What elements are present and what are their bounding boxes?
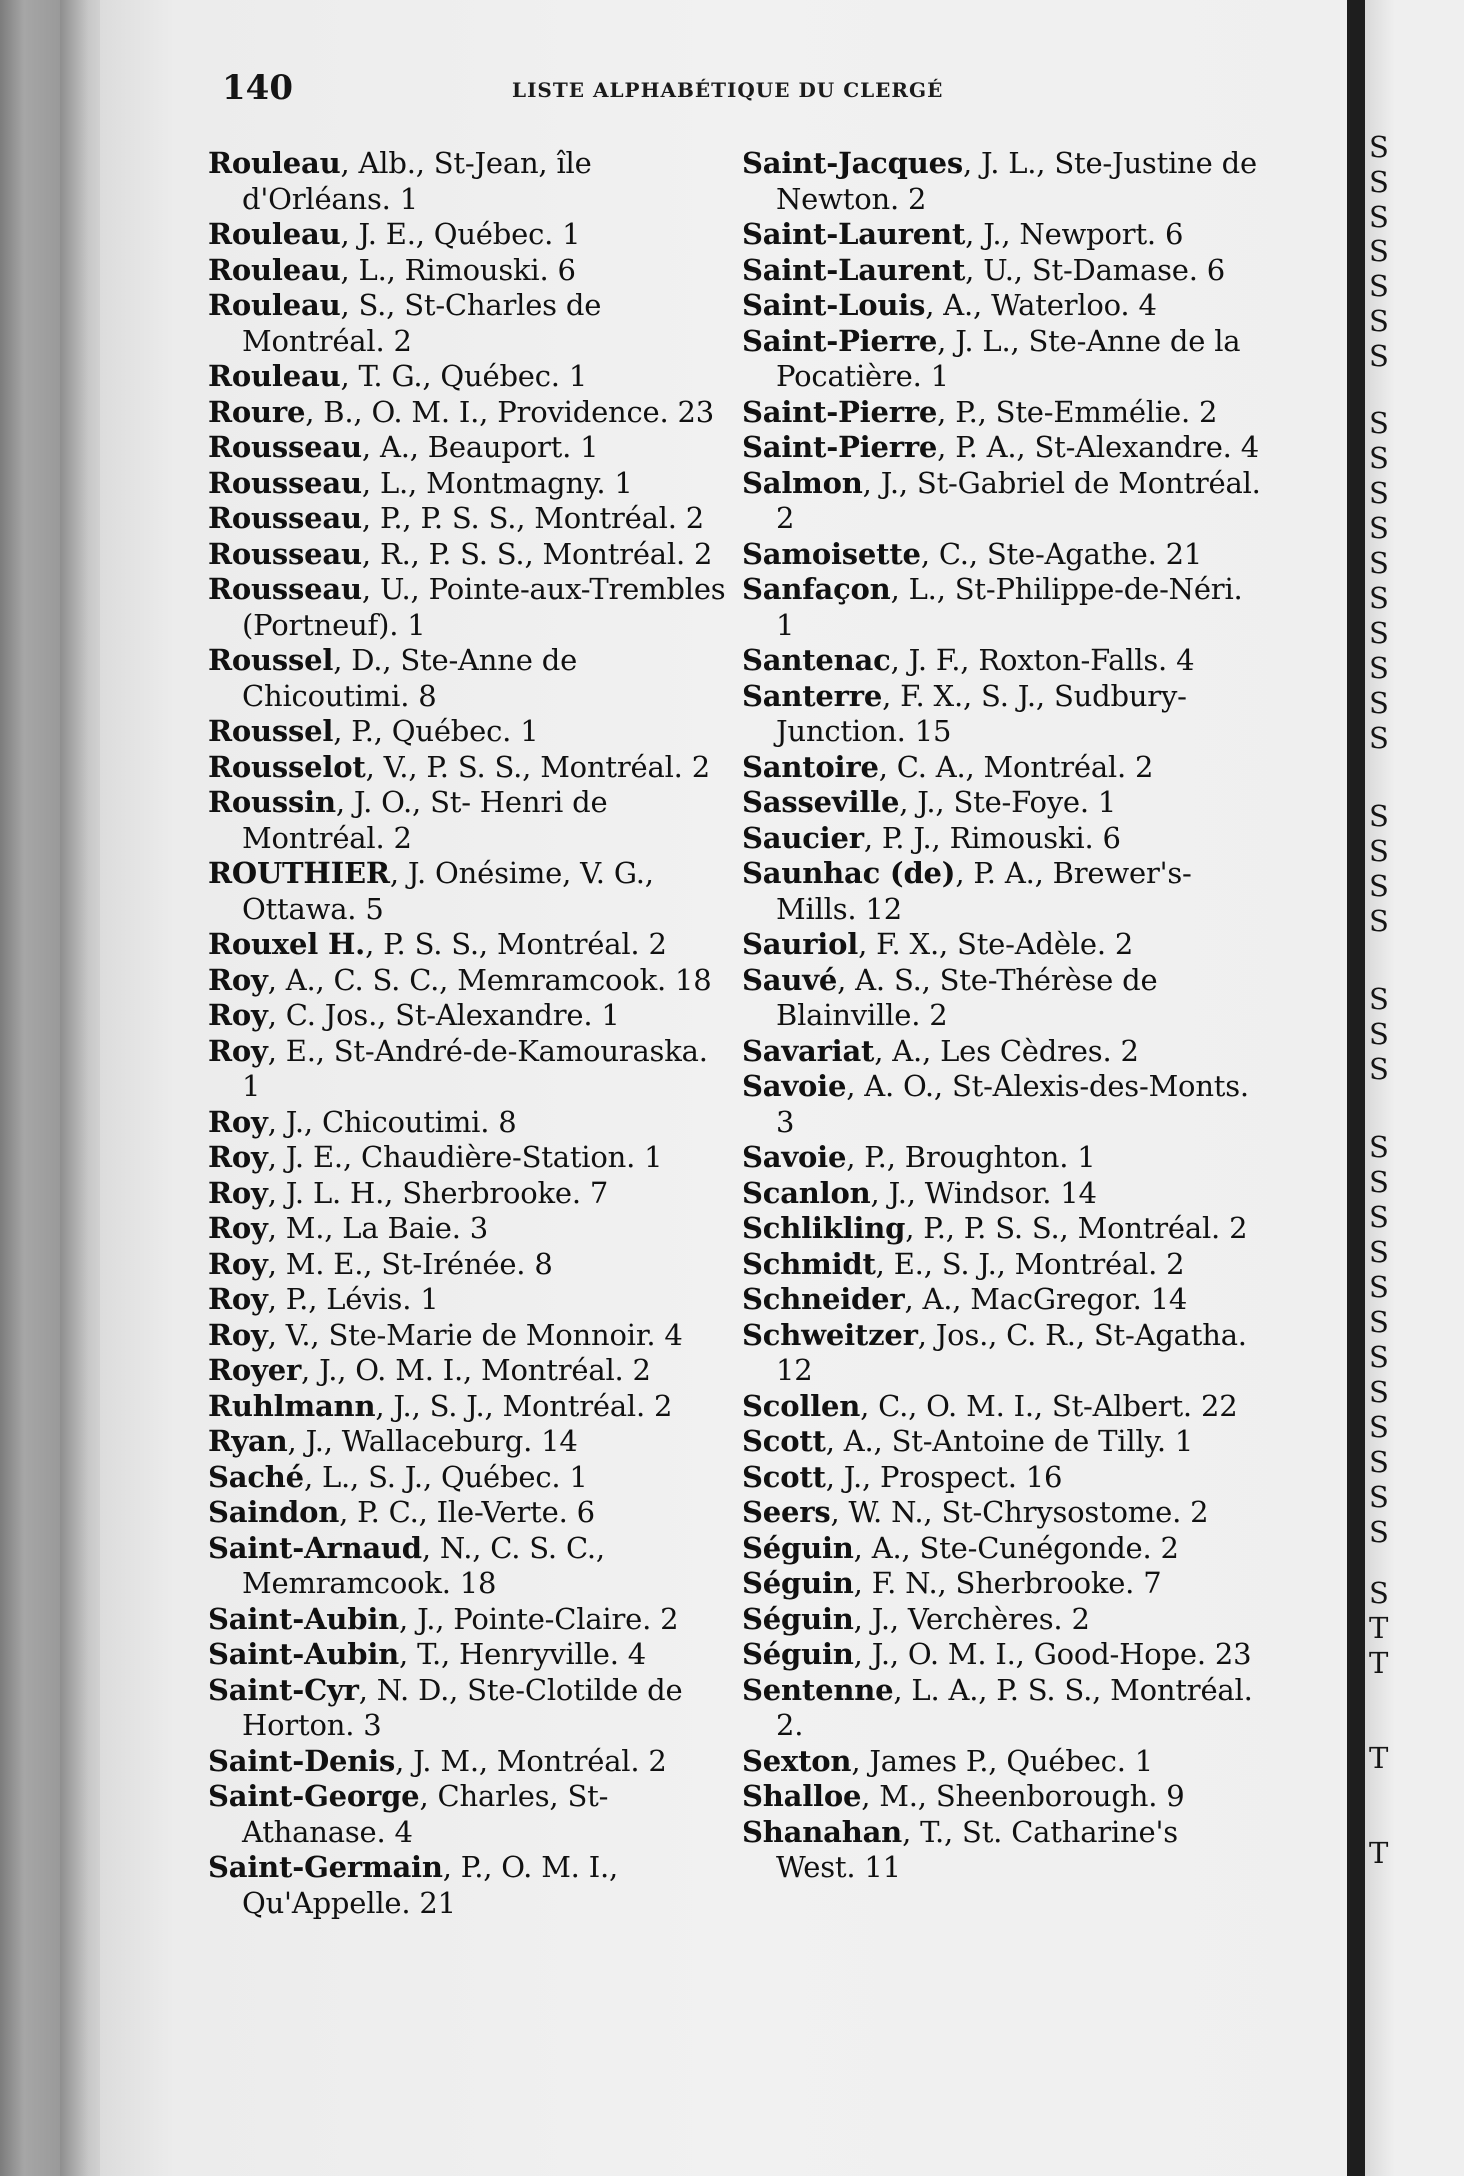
directory-entry: Saint-Aubin, T., Henryville. 4 bbox=[208, 1637, 647, 1671]
directory-entry: Schweitzer, Jos., C. R., St-Agatha. 12 bbox=[742, 1317, 1247, 1387]
directory-entry: Royer, J., O. M. I., Montréal. 2 bbox=[208, 1353, 651, 1387]
directory-entry: Rousseau, L., Montmagny. 1 bbox=[208, 465, 633, 500]
directory-entry: Roure, B., O. M. I., Providence. 23 bbox=[208, 394, 715, 429]
adjacent-page-letter: S bbox=[1369, 476, 1389, 510]
directory-entry: Roussel, P., Québec. 1 bbox=[208, 714, 539, 748]
directory-entry: Schlikling, P., P. S. S., Montréal. 2 bbox=[742, 1211, 1248, 1245]
adjacent-page-letter: S bbox=[1369, 721, 1389, 755]
directory-entry: Savoie, P., Broughton. 1 bbox=[742, 1140, 1096, 1174]
directory-entry: Saint-Arnaud, N., C. S. C., Memramcook. 18 bbox=[208, 1530, 605, 1600]
directory-entry: Roy, M., La Baie. 3 bbox=[208, 1211, 488, 1245]
directory-entry: Rousseau, P., P. S. S., Montréal. 2 bbox=[208, 501, 705, 535]
running-title: LISTE ALPHABÉTIQUE DU CLERGÉ bbox=[512, 78, 944, 102]
adjacent-page-letter: S bbox=[1369, 1270, 1389, 1304]
directory-entry: Saint-Laurent, J., Newport. 6 bbox=[742, 217, 1184, 251]
adjacent-page-letter: S bbox=[1369, 304, 1389, 338]
adjacent-page-letter: S bbox=[1369, 441, 1389, 475]
directory-entry: Saindon, P. C., Ile-Verte. 6 bbox=[208, 1495, 595, 1529]
adjacent-page-letter: S bbox=[1369, 1017, 1389, 1051]
directory-entry: Roy, P., Lévis. 1 bbox=[208, 1282, 439, 1316]
directory-entry: Saint-George, Charles, St-Athanase. 4 bbox=[208, 1779, 609, 1849]
directory-entry: Samoisette, C., Ste-Agathe. 21 bbox=[742, 536, 1203, 571]
directory-entry: Saucier, P. J., Rimouski. 6 bbox=[742, 820, 1121, 855]
adjacent-page-letter: S bbox=[1369, 1052, 1389, 1086]
directory-entry: Saint-Germain, P., O. M. I., Qu'Appelle. 21 bbox=[208, 1850, 619, 1920]
adjacent-page-letter: S bbox=[1369, 1480, 1389, 1514]
adjacent-page-letter: S bbox=[1369, 869, 1389, 903]
directory-entry: Ryan, J., Wallaceburg. 14 bbox=[208, 1424, 578, 1458]
directory-entry: Saint-Pierre, P. A., St-Alexandre. 4 bbox=[742, 430, 1259, 464]
directory-entry: Saint-Aubin, J., Pointe-Claire. 2 bbox=[208, 1601, 679, 1636]
directory-entry: Shanahan, T., St. Catharine's West. 11 bbox=[742, 1814, 1178, 1884]
directory-entry: Roy, A., C. S. C., Memramcook. 18 bbox=[208, 962, 712, 997]
directory-entry: Sanfaçon, L., St-Philippe-de-Néri. 1 bbox=[742, 572, 1243, 642]
directory-entry: Saint-Jacques, J. L., Ste-Justine de Newton. 2 bbox=[742, 146, 1257, 216]
directory-entry: Scollen, C., O. M. I., St-Albert. 22 bbox=[742, 1388, 1238, 1423]
directory-entry: Rouleau, T. G., Québec. 1 bbox=[208, 359, 588, 393]
directory-entry: Roussel, D., Ste-Anne de Chicoutimi. 8 bbox=[208, 643, 578, 713]
directory-entry: Rouleau, L., Rimouski. 6 bbox=[208, 252, 576, 287]
directory-entry: Scott, J., Prospect. 16 bbox=[742, 1459, 1063, 1494]
directory-entry: Santoire, C. A., Montréal. 2 bbox=[742, 749, 1154, 784]
directory-entry: Roy, E., St-André-de-Kamouraska. 1 bbox=[208, 1033, 708, 1103]
directory-entry: Santenac, J. F., Roxton-Falls. 4 bbox=[742, 643, 1195, 677]
directory-entry: Roy, J. L. H., Sherbrooke. 7 bbox=[208, 1175, 609, 1210]
adjacent-page bbox=[1365, 0, 1464, 2176]
directory-entry: Shalloe, M., Sheenborough. 9 bbox=[742, 1779, 1185, 1813]
directory-entry: Saint-Louis, A., Waterloo. 4 bbox=[742, 288, 1157, 322]
directory-entry: Ruhlmann, J., S. J., Montréal. 2 bbox=[208, 1388, 673, 1423]
adjacent-page-letter: T bbox=[1369, 1646, 1389, 1680]
adjacent-page-letter: S bbox=[1369, 406, 1389, 440]
directory-entry: Roy, M. E., St-Irénée. 8 bbox=[208, 1246, 553, 1281]
adjacent-page-letter: S bbox=[1369, 651, 1389, 685]
adjacent-page-letter: S bbox=[1369, 686, 1389, 720]
adjacent-page-letter: S bbox=[1369, 799, 1389, 833]
book-edge bbox=[0, 0, 60, 2176]
adjacent-page-letter: T bbox=[1369, 1741, 1389, 1775]
directory-entry: Roussin, J. O., St- Henri de Montréal. 2 bbox=[208, 785, 608, 855]
page-gutter bbox=[1347, 0, 1365, 2176]
directory-entry: Séguin, F. N., Sherbrooke. 7 bbox=[742, 1566, 1162, 1600]
directory-entry: Saint-Pierre, P., Ste-Emmélie. 2 bbox=[742, 394, 1218, 429]
adjacent-page-letter: S bbox=[1369, 130, 1389, 164]
directory-entry: Rouleau, J. E., Québec. 1 bbox=[208, 217, 581, 251]
directory-entry: Sauvé, A. S., Ste-Thérèse de Blainville. 2 bbox=[742, 962, 1158, 1032]
page-number: 140 bbox=[222, 68, 293, 108]
adjacent-page-letter: S bbox=[1369, 200, 1389, 234]
adjacent-page-letter: T bbox=[1369, 1836, 1389, 1870]
directory-entry: Schmidt, E., S. J., Montréal. 2 bbox=[742, 1246, 1185, 1281]
directory-entry: Rousselot, V., P. S. S., Montréal. 2 bbox=[208, 749, 710, 784]
page-header bbox=[0, 68, 1464, 112]
adjacent-page-letter: S bbox=[1369, 339, 1389, 373]
adjacent-page-letter: S bbox=[1369, 581, 1389, 615]
directory-entry: Saint-Pierre, J. L., Ste-Anne de la Pocatière. 1 bbox=[742, 323, 1241, 393]
directory-entry: Séguin, J., Verchères. 2 bbox=[742, 1601, 1090, 1636]
directory-entry: Savariat, A., Les Cèdres. 2 bbox=[742, 1033, 1139, 1068]
directory-entry: Séguin, J., O. M. I., Good-Hope. 23 bbox=[742, 1637, 1252, 1671]
directory-entry: Sentenne, L. A., P. S. S., Montréal. 2. bbox=[742, 1672, 1253, 1742]
adjacent-page-letter: S bbox=[1369, 982, 1389, 1016]
adjacent-page-letter: T bbox=[1369, 1611, 1389, 1645]
directory-entry: Saunhac (de), P. A., Brewer's-Mills. 12 bbox=[742, 856, 1192, 926]
directory-entry: Séguin, A., Ste-Cunégonde. 2 bbox=[742, 1530, 1179, 1565]
directory-entry: Santerre, F. X., S. J., Sudbury-Junction. 15 bbox=[742, 678, 1187, 748]
left-column bbox=[208, 146, 728, 1921]
directory-entry: Sexton, James P., Québec. 1 bbox=[742, 1743, 1153, 1778]
adjacent-page-letter: S bbox=[1369, 269, 1389, 303]
directory-entry: Sauriol, F. X., Ste-Adèle. 2 bbox=[742, 927, 1134, 961]
adjacent-page-letter: S bbox=[1369, 234, 1389, 268]
directory-entry: ROUTHIER, J. Onésime, V. G., Ottawa. 5 bbox=[208, 856, 654, 926]
directory-entry: Scanlon, J., Windsor. 14 bbox=[742, 1175, 1097, 1210]
adjacent-page-letter: S bbox=[1369, 1235, 1389, 1269]
adjacent-page-letter: S bbox=[1369, 1340, 1389, 1374]
adjacent-page-letter: S bbox=[1369, 904, 1389, 938]
directory-entry: Saint-Denis, J. M., Montréal. 2 bbox=[208, 1743, 667, 1778]
adjacent-page-letter: S bbox=[1369, 1305, 1389, 1339]
directory-entry: Schneider, A., MacGregor. 14 bbox=[742, 1282, 1188, 1316]
directory-entry: Saint-Cyr, N. D., Ste-Clotilde de Horton. 3 bbox=[208, 1672, 683, 1742]
adjacent-page-letter: S bbox=[1369, 1410, 1389, 1444]
adjacent-page-letter: S bbox=[1369, 511, 1389, 545]
adjacent-page-letter: S bbox=[1369, 1576, 1389, 1610]
directory-entry: Rousseau, R., P. S. S., Montréal. 2 bbox=[208, 536, 713, 571]
directory-entry: Roy, J., Chicoutimi. 8 bbox=[208, 1104, 517, 1139]
adjacent-page-letter: S bbox=[1369, 546, 1389, 580]
directory-entry: Rouleau, Alb., St-Jean, île d'Orléans. 1 bbox=[208, 146, 592, 216]
directory-entry: Roy, C. Jos., St-Alexandre. 1 bbox=[208, 998, 620, 1032]
right-column bbox=[742, 146, 1262, 1886]
adjacent-page-letter: S bbox=[1369, 834, 1389, 868]
adjacent-page-letter: S bbox=[1369, 165, 1389, 199]
directory-entry: Seers, W. N., St-Chrysostome. 2 bbox=[742, 1495, 1209, 1529]
directory-entry: Rouleau, S., St-Charles de Montréal. 2 bbox=[208, 288, 602, 358]
directory-entry: Rousseau, U., Pointe-aux-Trembles (Portneuf). 1 bbox=[208, 572, 726, 642]
directory-entry: Savoie, A. O., St-Alexis-des-Monts. 3 bbox=[742, 1069, 1249, 1139]
directory-entry: Roy, V., Ste-Marie de Monnoir. 4 bbox=[208, 1317, 683, 1352]
directory-entry: Saché, L., S. J., Québec. 1 bbox=[208, 1459, 588, 1494]
directory-entry: Roy, J. E., Chaudière-Station. 1 bbox=[208, 1140, 663, 1174]
adjacent-page-letter: S bbox=[1369, 1200, 1389, 1234]
adjacent-page-letter: S bbox=[1369, 1375, 1389, 1409]
directory-entry: Sasseville, J., Ste-Foye. 1 bbox=[742, 785, 1117, 819]
adjacent-page-letter: S bbox=[1369, 616, 1389, 650]
directory-entry: Rousseau, A., Beauport. 1 bbox=[208, 430, 599, 464]
adjacent-page-letter: S bbox=[1369, 1130, 1389, 1164]
adjacent-page-letter: S bbox=[1369, 1445, 1389, 1479]
directory-entry: Salmon, J., St-Gabriel de Montréal. 2 bbox=[742, 465, 1261, 535]
directory-entry: Scott, A., St-Antoine de Tilly. 1 bbox=[742, 1424, 1194, 1458]
directory-entry: Saint-Laurent, U., St-Damase. 6 bbox=[742, 252, 1226, 287]
adjacent-page-letter: S bbox=[1369, 1515, 1389, 1549]
directory-entry: Rouxel H., P. S. S., Montréal. 2 bbox=[208, 927, 667, 961]
adjacent-page-letter: S bbox=[1369, 1165, 1389, 1199]
